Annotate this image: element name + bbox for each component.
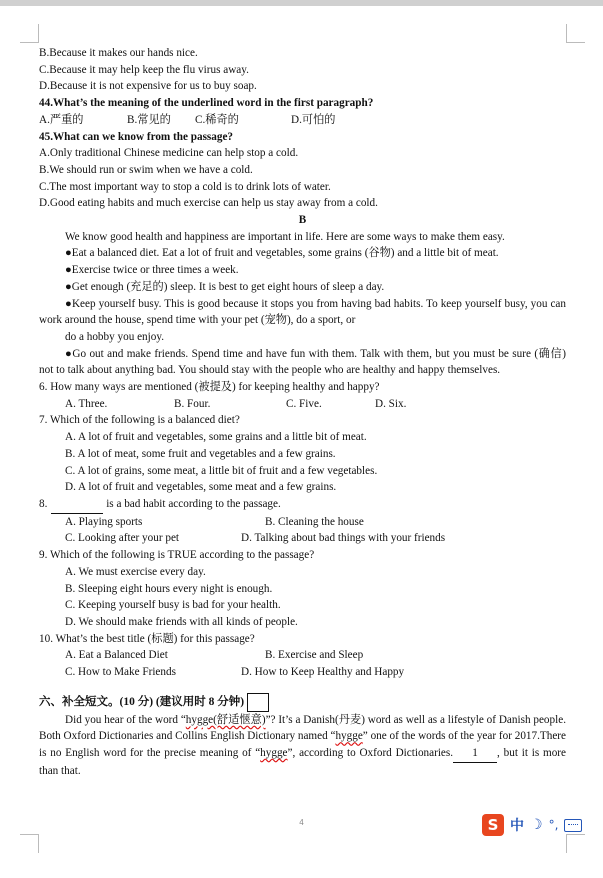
passage-b-bullet-busy: ●Keep yourself busy. This is good because it stops you from having bad habits. To keep yourself busy, you can work around the house, spend time with your pet (宠物), do a sport, or bbox=[39, 297, 566, 327]
q8-option-c: C. Looking after your pet bbox=[65, 532, 180, 545]
q9-option-b: B. Sleeping eight hours every night is enough. bbox=[65, 582, 273, 595]
section6-text-b: ”? It’s a Danish(丹麦) word as well as a lifestyle of Danish people. Both Oxford Dictionaries and Collins English Dictionary named “ bbox=[39, 713, 566, 743]
keyboard-icon[interactable] bbox=[564, 819, 582, 832]
q8-option-d: D. Talking about bad things with your friends bbox=[241, 532, 446, 545]
q10-options-row2 bbox=[39, 664, 566, 681]
section6-text-c: ” one of the words of the year for 2017.There is no English word for the precise meaning of “ bbox=[39, 730, 566, 760]
passage-b-bullet-friends: ●Go out and make friends. Spend time and have fun with them. Talk with them, but you must be sure (确信) not to talk about anything bad. You should stay with the people who are healthy and happy themselves. bbox=[39, 347, 566, 377]
passage-b-bullet-busy-cont: do a hobby you enjoy. bbox=[65, 330, 165, 343]
q6-options bbox=[39, 396, 566, 413]
q8-options-row2 bbox=[39, 530, 566, 547]
crop-mark-top-left bbox=[20, 24, 39, 43]
q45-option-a: A.Only traditional Chinese medicine can help stop a cold. bbox=[39, 147, 299, 160]
q10-option-a: A. Eat a Balanced Diet bbox=[65, 649, 168, 662]
q7-option-b: B. A lot of meat, some fruit and vegetables and a few grains. bbox=[65, 447, 336, 460]
crop-mark-top-right bbox=[566, 24, 585, 43]
q45-stem: 45.What can we know from the passage? bbox=[39, 130, 234, 143]
q44-option-c: C.稀奇的 bbox=[195, 113, 239, 126]
passage-b-bullet-sleep: ●Get enough (充足的) sleep. It is best to get eight hours of sleep a day. bbox=[65, 280, 385, 293]
q7-option-d: D. A lot of fruit and vegetables, some meat and a few grains. bbox=[65, 481, 337, 494]
q7-stem: 7. Which of the following is a balanced diet? bbox=[39, 414, 240, 427]
q8-option-b: B. Cleaning the house bbox=[265, 515, 364, 528]
section6-paragraph bbox=[39, 712, 566, 780]
passage-b-bullet-diet: ●Eat a balanced diet. Eat a lot of fruit and vegetables, some grains (谷物) and a little bit of meat. bbox=[65, 247, 499, 260]
q6-option-a: A. Three. bbox=[65, 397, 108, 410]
section6-text-a: Did you hear of the word “ bbox=[65, 713, 186, 726]
score-box[interactable] bbox=[247, 693, 269, 712]
q10-option-b: B. Exercise and Sleep bbox=[265, 649, 364, 662]
section6-text-e: , but it is more than that. bbox=[39, 747, 566, 777]
passage-b-bullet-exercise: ●Exercise twice or three times a week. bbox=[65, 264, 239, 277]
section6-blank-1[interactable]: 1 bbox=[453, 745, 497, 763]
section6-heading-text: 六、补全短文。(10 分) (建议用时 8 分钟) bbox=[39, 695, 245, 708]
q7-option-c: C. A lot of grains, some meat, a little bit of fruit and a few vegetables. bbox=[65, 464, 378, 477]
q45-option-c: C.The most important way to stop a cold is to drink lots of water. bbox=[39, 180, 331, 193]
q9-option-a: A. We must exercise every day. bbox=[65, 565, 206, 578]
q6-option-b: B. Four. bbox=[174, 397, 211, 410]
q8-number: 8. bbox=[39, 497, 48, 510]
crop-mark-bottom-left bbox=[20, 834, 39, 853]
ime-toolbar[interactable] bbox=[482, 814, 600, 836]
passage-b-heading: B bbox=[298, 214, 307, 227]
q10-option-d: D. How to Keep Healthy and Happy bbox=[241, 666, 405, 679]
q8-blank[interactable] bbox=[51, 496, 103, 514]
q45-option-d: D.Good eating habits and much exercise can help us stay away from a cold. bbox=[39, 197, 378, 210]
section6-word-hygge: hygge(舒适惬意) bbox=[185, 713, 266, 726]
q44-option-a: A.严重的 bbox=[39, 113, 84, 126]
section6-text-d: ”, according to Oxford Dictionaries. bbox=[287, 747, 454, 760]
document-content bbox=[39, 45, 566, 780]
q44-option-b: B.常见的 bbox=[127, 113, 171, 126]
q8-options-row1 bbox=[39, 514, 566, 531]
q6-option-c: C. Five. bbox=[286, 397, 322, 410]
moon-icon[interactable]: ☽ bbox=[530, 817, 543, 833]
q44-options bbox=[39, 112, 566, 129]
section6-word-hygge-3: hygge bbox=[260, 747, 288, 760]
punctuation-mode-button[interactable]: °, bbox=[548, 818, 559, 832]
q6-stem: 6. How many ways are mentioned (被提及) for keeping healthy and happy? bbox=[39, 381, 380, 394]
crop-mark-bottom-right bbox=[566, 834, 585, 853]
passage-b-intro: We know good health and happiness are important in life. Here are some ways to make them easy. bbox=[65, 230, 505, 243]
q7-option-a: A. A lot of fruit and vegetables, some grains and a little bit of meat. bbox=[65, 431, 367, 444]
q9-stem: 9. Which of the following is TRUE according to the passage? bbox=[39, 549, 315, 562]
q44-option-d: D.可怕的 bbox=[291, 113, 336, 126]
q45-option-b: B.We should run or swim when we have a cold. bbox=[39, 163, 253, 176]
q6-option-d: D. Six. bbox=[375, 397, 407, 410]
q8-option-a: A. Playing sports bbox=[65, 515, 143, 528]
section6-heading bbox=[39, 693, 566, 712]
q10-option-c: C. How to Make Friends bbox=[65, 666, 176, 679]
q44-stem: 44.What’s the meaning of the underlined word in the first paragraph? bbox=[39, 97, 374, 110]
q43-option-b: B.Because it makes our hands nice. bbox=[39, 47, 198, 59]
q10-stem: 10. What’s the best title (标题) for this passage? bbox=[39, 632, 255, 645]
q10-options-row1 bbox=[39, 647, 566, 664]
q43-option-d: D.Because it is not expensive for us to buy soap. bbox=[39, 80, 257, 93]
sogou-logo-icon[interactable]: S bbox=[482, 814, 504, 836]
ime-chinese-mode-button[interactable]: 中 bbox=[510, 818, 524, 834]
q43-option-c: C.Because it may help keep the flu virus away. bbox=[39, 63, 249, 76]
q8-stem-text: is a bad habit according to the passage. bbox=[103, 497, 281, 510]
q9-option-d: D. We should make friends with all kinds of people. bbox=[65, 615, 298, 628]
section6-word-hygge-2: hygge bbox=[335, 730, 363, 743]
page-number: 4 bbox=[299, 818, 304, 827]
q8-stem bbox=[39, 496, 566, 514]
q9-option-c: C. Keeping yourself busy is bad for your health. bbox=[65, 599, 281, 612]
